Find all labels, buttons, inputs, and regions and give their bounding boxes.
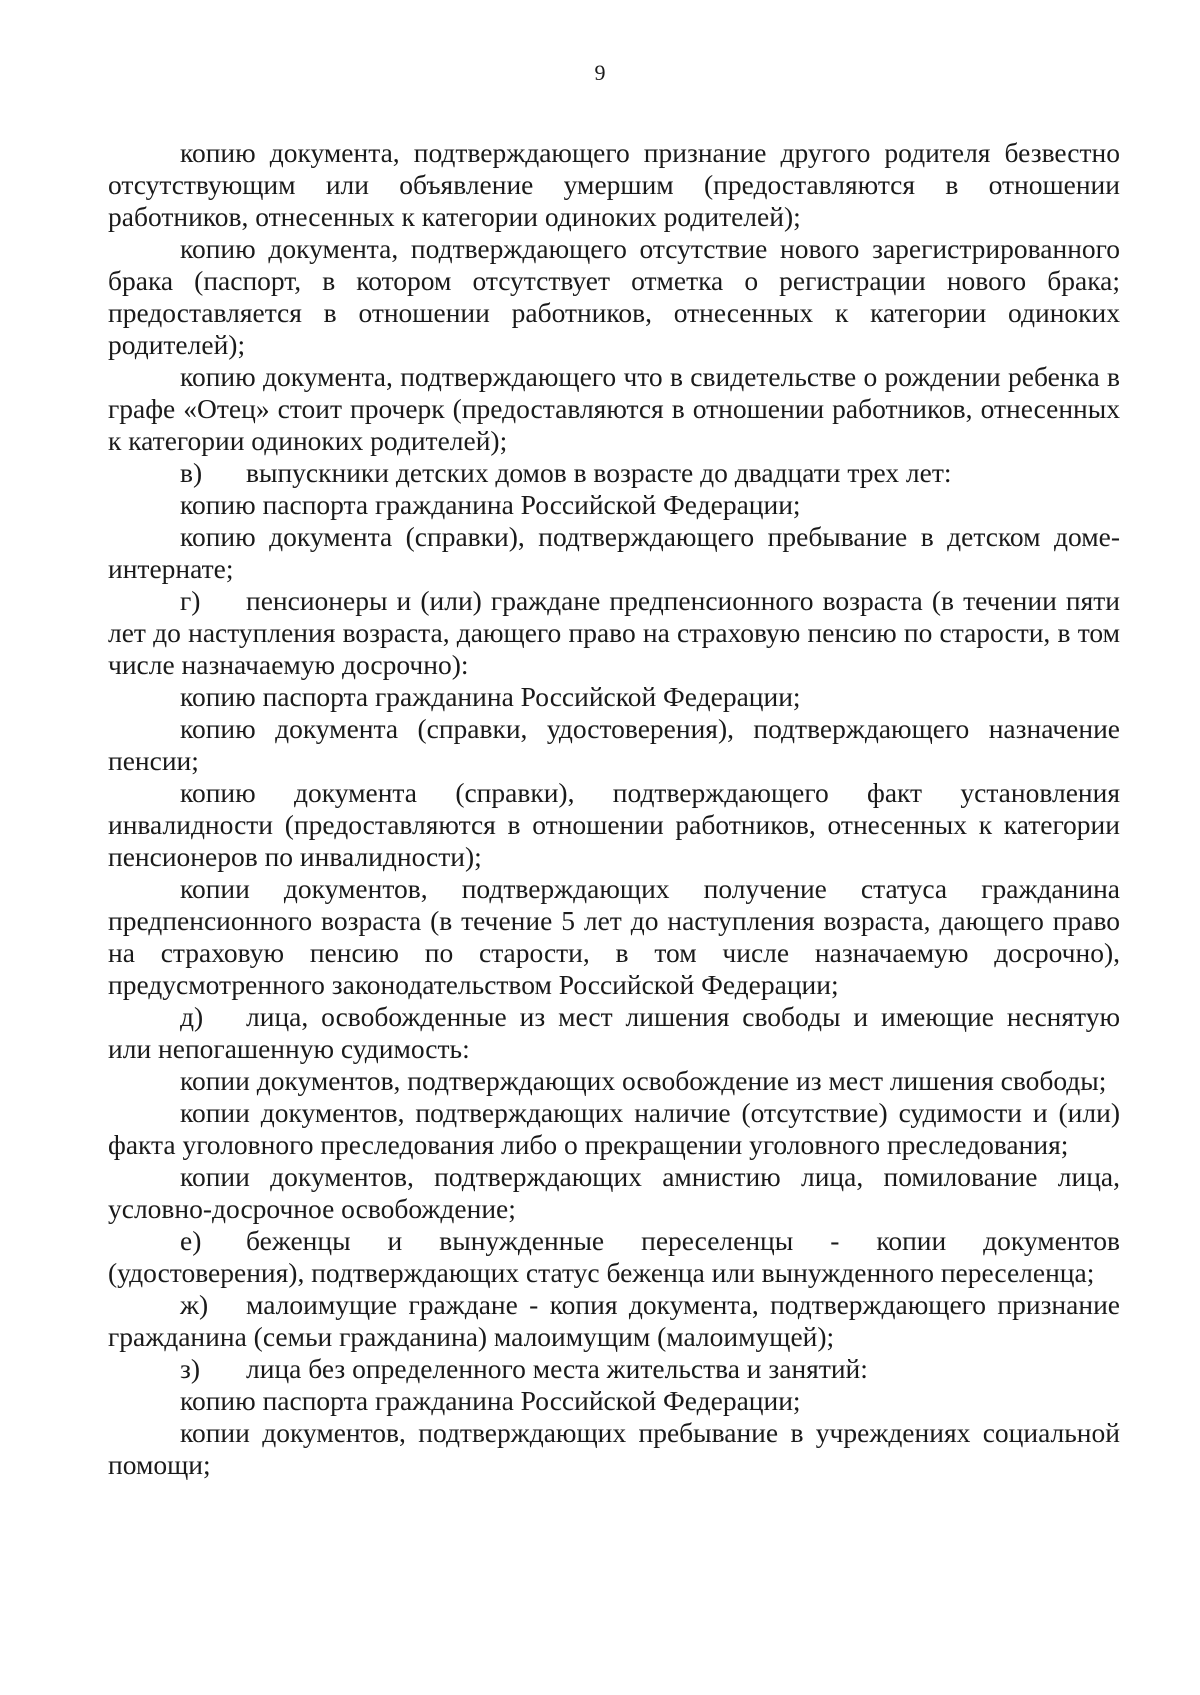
- document-body: [108, 137, 1120, 1481]
- list-marker: ж): [180, 1289, 209, 1320]
- paragraph: [108, 777, 1120, 873]
- paragraph-text: лица без определенного места жительства и занятий:: [246, 1353, 868, 1384]
- paragraph-text: лица, освобожденные из мест лишения свободы и имеющие неснятую или непогашенную судимость:: [108, 1001, 1120, 1064]
- paragraph: [108, 713, 1120, 777]
- list-marker: з): [180, 1353, 201, 1384]
- paragraph-text: копию паспорта гражданина Российской Федерации;: [180, 681, 801, 712]
- list-item-paragraph: [108, 1225, 1120, 1289]
- list-item-paragraph: [108, 1001, 1120, 1065]
- paragraph: [108, 137, 1120, 233]
- list-item-paragraph: [108, 585, 1120, 681]
- list-item-paragraph: [108, 1289, 1120, 1353]
- list-marker: в): [180, 457, 203, 488]
- paragraph-text: копию паспорта гражданина Российской Федерации;: [180, 1385, 801, 1416]
- paragraph-text: копии документов, подтверждающих пребывание в учреждениях социальной помощи;: [108, 1417, 1120, 1480]
- paragraph-text: копию документа (справки, удостоверения), подтверждающего назначение пенсии;: [108, 713, 1120, 776]
- paragraph-text: копию документа (справки), подтверждающего пребывание в детском доме-интернате;: [108, 521, 1120, 584]
- paragraph-text: копии документов, подтверждающих амнистию лица, помилование лица, условно-досрочное освобождение;: [108, 1161, 1120, 1224]
- page-number: 9: [594, 60, 606, 85]
- paragraph-text: копии документов, подтверждающих наличие (отсутствие) судимости и (или) факта уголовного преследования либо о прекращении уголовного преследования;: [108, 1097, 1120, 1160]
- paragraph-text: копии документов, подтверждающих освобождение из мест лишения свободы;: [180, 1065, 1107, 1096]
- paragraph: [108, 361, 1120, 457]
- paragraph-text: копию документа, подтверждающего что в свидетельстве о рождении ребенка в графе «Отец» стоит прочерк (предоставляются в отношении работников, отнесенных к категории одиноких родителей);: [108, 361, 1120, 456]
- paragraph: [108, 873, 1120, 1001]
- paragraph-text: копии документов, подтверждающих получение статуса гражданина предпенсионного возраста (в течение 5 лет до наступления возраста, дающего право на страховую пенсию по старости, в том числе назначаемую досрочно), предусмотренного законодательством Российской Федерации;: [108, 873, 1120, 1000]
- list-marker: е): [180, 1225, 202, 1256]
- paragraph: [108, 521, 1120, 585]
- paragraph-text: выпускники детских домов в возрасте до двадцати трех лет:: [246, 457, 952, 488]
- paragraph: [108, 1161, 1120, 1225]
- paragraph-text: копию документа (справки), подтверждающего факт установления инвалидности (предоставляются в отношении работников, отнесенных к категории пенсионеров по инвалидности);: [108, 777, 1120, 872]
- paragraph-text: беженцы и вынужденные переселенцы - копии документов (удостоверения), подтверждающих статус беженца или вынужденного переселенца;: [108, 1225, 1120, 1288]
- paragraph-text: малоимущие граждане - копия документа, подтверждающего признание гражданина (семьи гражданина) малоимущим (малоимущей);: [108, 1289, 1120, 1352]
- list-item-paragraph: [108, 457, 1120, 489]
- paragraph-text: копию паспорта гражданина Российской Федерации;: [180, 489, 801, 520]
- paragraph-text: копию документа, подтверждающего отсутствие нового зарегистрированного брака (паспорт, в котором отсутствует отметка о регистрации нового брака; предоставляется в отношении работников, отнесенных к категории одиноких родителей);: [108, 233, 1120, 360]
- paragraph: [108, 233, 1120, 361]
- paragraph: [108, 1065, 1120, 1097]
- paragraph-text: копию документа, подтверждающего признание другого родителя безвестно отсутствующим или объявление умершим (предоставляются в отношении работников, отнесенных к категории одиноких родителей);: [108, 137, 1120, 232]
- paragraph: [108, 1385, 1120, 1417]
- list-marker: г): [180, 585, 201, 616]
- paragraph: [108, 681, 1120, 713]
- paragraph-text: пенсионеры и (или) граждане предпенсионного возраста (в течении пяти лет до наступления возраста, дающего право на страховую пенсию по старости, в том числе назначаемую досрочно):: [108, 585, 1120, 680]
- paragraph: [108, 489, 1120, 521]
- paragraph: [108, 1417, 1120, 1481]
- list-item-paragraph: [108, 1353, 1120, 1385]
- list-marker: д): [180, 1001, 204, 1032]
- paragraph: [108, 1097, 1120, 1161]
